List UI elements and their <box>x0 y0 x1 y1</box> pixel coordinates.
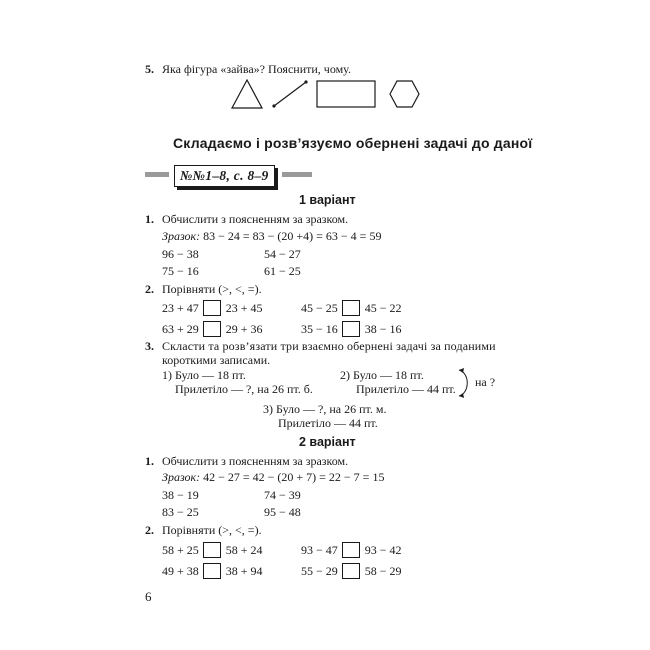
exercise: 83 − 25 <box>162 505 199 519</box>
exercise: 95 − 48 <box>264 505 301 519</box>
triangle-shape <box>232 80 262 108</box>
task5-number: 5. <box>145 62 154 76</box>
comparison <box>301 300 402 316</box>
exercise: 38 − 19 <box>162 488 199 502</box>
sample-label: Зразок: <box>162 470 201 484</box>
v1-task1-sample <box>162 230 381 242</box>
v2-task2-text: Порівняти (>, <, =). <box>162 523 262 537</box>
reference-label: №№1–8, с. 8–9 <box>180 168 269 183</box>
v1-task2-text: Порівняти (>, <, =). <box>162 282 262 296</box>
v2-task1-text: Обчислити з поясненням за зразком. <box>162 454 349 468</box>
section-title: Складаємо і розв’язуємо обернені задачі до даної <box>173 135 533 151</box>
exercise: 74 − 39 <box>264 488 301 502</box>
comparison <box>301 563 402 579</box>
v1-task2-number: 2. <box>145 282 154 296</box>
variant1-title: 1 варіант <box>299 193 356 207</box>
short-note-3-line1: 3) Було — ?, на 26 пт. м. <box>263 402 387 416</box>
comparison-left: 55 − 29 <box>301 564 338 578</box>
comparison-right: 58 − 29 <box>364 564 402 578</box>
exercise: 61 − 25 <box>264 264 301 278</box>
exercise: 96 − 38 <box>162 247 199 261</box>
sample-expression: 83 − 24 = 83 − (20 +4) = 63 − 4 = 59 <box>203 229 382 243</box>
answer-box[interactable] <box>203 300 221 316</box>
short-note-2-line1: 2) Було — 18 пт. <box>340 368 424 382</box>
answer-box[interactable] <box>342 300 360 316</box>
comparison-right: 38 − 16 <box>364 322 402 336</box>
answer-box[interactable] <box>342 542 360 558</box>
comparison <box>162 300 263 316</box>
comparison-right: 38 + 94 <box>225 564 263 578</box>
comparison <box>301 321 402 337</box>
variant2-title: 2 варіант <box>299 435 356 449</box>
answer-box[interactable] <box>203 563 221 579</box>
task5-text: Яка фігура «зайва»? Пояснити, чому. <box>162 62 351 76</box>
comparison-left: 23 + 47 <box>162 301 199 315</box>
v1-task1-number: 1. <box>145 212 154 226</box>
v1-task1-text: Обчислити з поясненням за зразком. <box>162 212 349 226</box>
short-note-2-question: на ? <box>475 375 496 389</box>
reference-bar-left <box>145 172 169 177</box>
comparison <box>162 563 263 579</box>
comparison-left: 49 + 38 <box>162 564 199 578</box>
answer-box[interactable] <box>342 321 360 337</box>
v1-task3-number: 3. <box>145 339 154 353</box>
short-note-1-line2: Прилетіло — ?, на 26 пт. б. <box>175 382 313 396</box>
comparison-left: 63 + 29 <box>162 322 199 336</box>
page-number: 6 <box>145 589 152 604</box>
v1-task3-text-line1: Скласти та розв’язати три взаємно обернені задачі за поданими <box>162 339 496 353</box>
exercise: 54 − 27 <box>264 247 301 261</box>
short-note-1-line1: 1) Було — 18 пт. <box>162 368 246 382</box>
comparison <box>162 542 263 558</box>
comparison-left: 35 − 16 <box>301 322 338 336</box>
answer-box[interactable] <box>203 542 221 558</box>
comparison-left: 45 − 25 <box>301 301 338 315</box>
answer-box[interactable] <box>203 321 221 337</box>
short-note-2-line2: Прилетіло — 44 пт. <box>356 382 456 396</box>
shapes-row <box>222 76 432 114</box>
comparison-right: 45 − 22 <box>364 301 402 315</box>
comparison-right: 29 + 36 <box>225 322 263 336</box>
reference-bar-right <box>282 172 312 177</box>
v2-task1-sample <box>162 471 384 483</box>
rectangle-shape <box>317 81 375 107</box>
comparison-right: 58 + 24 <box>225 543 263 557</box>
sample-label: Зразок: <box>162 229 201 243</box>
v2-task2-number: 2. <box>145 523 154 537</box>
short-note-3-line2: Прилетіло — 44 пт. <box>278 416 378 430</box>
comparison-right: 93 − 42 <box>364 543 402 557</box>
comparison-right: 23 + 45 <box>225 301 263 315</box>
comparison-left: 93 − 47 <box>301 543 338 557</box>
exercise: 75 − 16 <box>162 264 199 278</box>
comparison <box>162 321 263 337</box>
sample-expression: 42 − 27 = 42 − (20 + 7) = 22 − 7 = 15 <box>203 470 385 484</box>
answer-box[interactable] <box>342 563 360 579</box>
comparison-left: 58 + 25 <box>162 543 199 557</box>
segment-shape <box>272 80 307 107</box>
comparison <box>301 542 402 558</box>
v2-task1-number: 1. <box>145 454 154 468</box>
v1-task3-text-line2: короткими записами. <box>162 353 271 367</box>
hexagon-shape <box>390 81 419 107</box>
